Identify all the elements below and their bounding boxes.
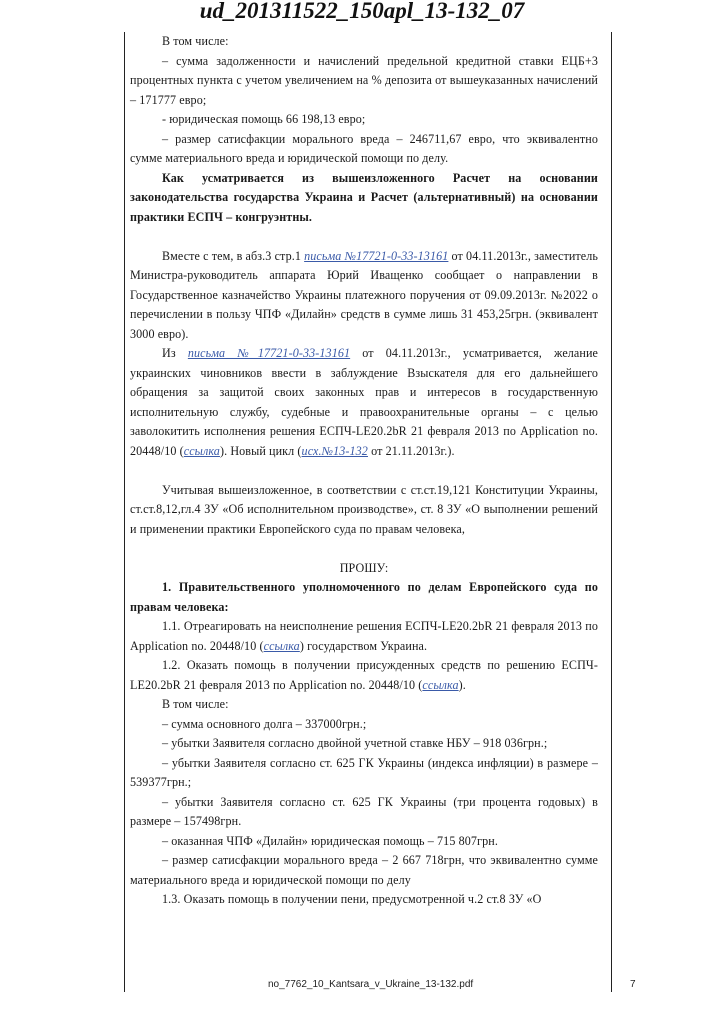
paragraph-including: В том числе: [162, 34, 229, 48]
list-item-main-debt: – сумма основного долга – 337000грн.; [162, 716, 367, 731]
paragraph-officials: Из письма №17721-0-33-13161 от 04.11.2013г., усматривается, желание украинских чиновников ввести в заблуждение Взыскателя для его дальнейшего обращения за защитой своих законных прав и интересов в государственную исполнительную службу, судебные и правоохранительные органы – с целью заволокитить исполнения решения ЕСПЧ-LE20.2bR 21 февраля 2013 по Application no. 20448/10 (ссылка). Новый цикл (исх.№13-132 от 21.11.2013г.). [130, 346, 599, 458]
paragraph-moral-damage: – размер сатисфакции морального вреда – 246711,67 евро, что эквивалентно сумме материального вреда и юридической помощи по делу. [130, 131, 598, 165]
letter-link-2[interactable]: письма №17721-0-33-13161 [187, 346, 351, 360]
item-1-3: 1.3. Оказать помощь в получении пени, предусмотренной ч.2 ст.8 ЗУ «О [162, 892, 542, 906]
request-heading: ПРОШУ: [339, 560, 389, 575]
document-body [130, 32, 598, 910]
item-1-2: 1.2. Оказать помощь в получении присужденных средств по решению ЕСПЧ-LE20.2bR 21 февраля 2013 по Application no. 20448/10 (ссылка). [130, 658, 598, 692]
decision-link-2[interactable]: ссылка [263, 638, 300, 653]
decision-link-3[interactable]: ссылка [422, 677, 459, 692]
footer-filename: no_7762_10_Kantsara_v_Ukraine_13-132.pdf [268, 979, 474, 990]
list-item-legal-aid: – оказанная ЧПФ «Дилайн» юридическая помощь – 715 807грн. [162, 833, 498, 848]
paragraph-legal-aid: - юридическая помощь 66 198,13 евро; [162, 112, 366, 126]
item-1-1: 1.1. Отреагировать на неисполнение решения ЕСПЧ-LE20.2bR 21 февраля 2013 по Application no. 20448/10 (ссылка) государством Украина. [130, 619, 598, 653]
list-item-moral-damage: – размер сатисфакции морального вреда – 2 667 718грн, что эквивалентно сумме материального вреда и юридической помощи по делу [130, 853, 598, 887]
paragraph-considering: Учитывая вышеизложенное, в соответствии с ст.ст.19,121 Конституции Украины, ст.ст.8,12,гл.4 ЗУ «Об исполнительном производстве», ст. 8 ЗУ «О выполнении решений и применении практики Европейского суда по правам человека, [130, 482, 598, 536]
section-1-heading: 1. Правительственного уполномоченного по делам Европейского суда по правам человека: [130, 580, 598, 614]
paragraph-congruent-bold: Как усматривается из вышеизложенного Расчет на основании законодательства государства Украина и Расчет (альтернативный) на основании практики ЕСПЧ – конгруэнтны. [130, 170, 598, 224]
paragraph-debt-sum: – сумма задолженности и начислений предельной кредитной ставки ЕЦБ+3 процентных пункта с учетом увеличением на % депозита от вышеуказанных начислений – 171777 евро; [130, 53, 598, 107]
letter-link[interactable]: письма №17721-0-33-13161 [304, 248, 449, 263]
left-margin-rule [124, 32, 125, 992]
list-item-three-percent: – убытки Заявителя согласно ст. 625 ГК Украины (три процента годовых) в размере – 157498грн. [130, 794, 598, 828]
outgoing-ref-link[interactable]: исх.№13-132 [301, 443, 368, 458]
paragraph-letter-ref: Вместе с тем, в абз.3 стр.1 письма №17721-0-33-13161 от 04.11.2013г., заместитель Министра-руководитель аппарата Юрий Иващенко сообщает о направлении в Государственное казначейство Украины платежного поручения от 09.09.2013г. №2022 о перечислении в пользу ЧПФ «Дилайн» средств в сумме лишь 31 453,25грн. (эквивалент 3000 евро). [130, 248, 599, 341]
page-number: 7 [630, 979, 636, 990]
list-item-inflation: – убытки Заявителя согласно ст. 625 ГК Украины (индекса инфляции) в размере – 539377грн.; [130, 755, 598, 789]
list-item-nbu-rate: – убытки Заявителя согласно двойной учетной ставке НБУ – 918 036грн.; [162, 736, 548, 750]
decision-link[interactable]: ссылка [183, 443, 220, 458]
paragraph-including-2: В том числе: [162, 697, 229, 711]
document-title: ud_201311522_150apl_13-132_07 [199, 0, 525, 23]
right-margin-rule [611, 32, 612, 992]
